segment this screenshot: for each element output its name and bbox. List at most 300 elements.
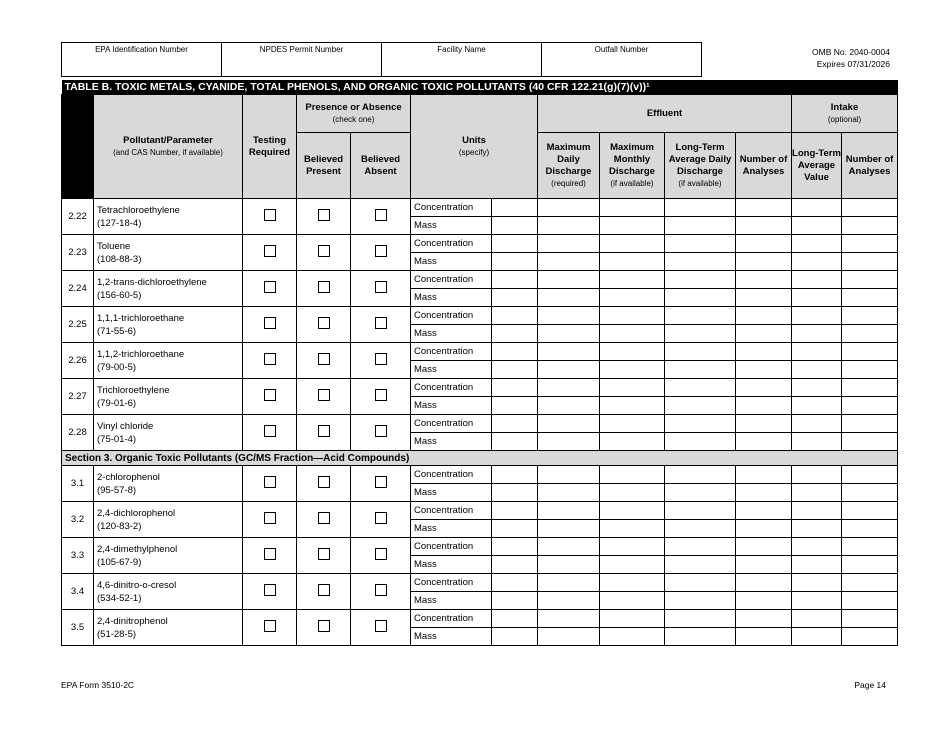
max-daily-mass-input[interactable] <box>538 556 600 574</box>
pollutant-name <box>94 415 243 451</box>
concentration-label: Concentration <box>411 538 492 556</box>
pollutant-label: 2,4-dichlorophenol <box>97 507 176 519</box>
long-term-mass-input[interactable] <box>665 592 736 610</box>
intake-long-term-mass-input[interactable] <box>792 253 842 271</box>
max-monthly-concentration-input[interactable] <box>600 199 665 217</box>
mass-label: Mass <box>411 217 492 235</box>
intake-long-term-mass-input[interactable] <box>792 484 842 502</box>
intake-num-analyses-input[interactable] <box>842 235 898 253</box>
cas-number: (79-00-5) <box>97 361 137 373</box>
mass-label: Mass <box>411 628 492 646</box>
intake-long-term-input[interactable] <box>792 271 842 289</box>
long-term-concentration-input[interactable] <box>665 379 736 397</box>
presence-header <box>297 95 411 133</box>
long-term-concentration-input[interactable] <box>665 538 736 556</box>
cas-number: (534-52-1) <box>97 592 142 604</box>
pollutant-header-label: Pollutant/Parameter <box>123 134 213 146</box>
max-monthly-concentration-input[interactable] <box>600 502 665 520</box>
intake-long-term-input[interactable] <box>792 610 842 628</box>
believed-absent-cell <box>351 466 411 502</box>
intake-long-term-mass-input[interactable] <box>792 289 842 307</box>
npdes-permit-field[interactable]: NPDES Permit Number <box>222 43 382 77</box>
num-analyses-input[interactable] <box>736 466 792 484</box>
max-daily-concentration-input[interactable] <box>538 538 600 556</box>
intake-long-term-header: Long-Term Average Value <box>792 133 842 199</box>
max-daily-mass-input[interactable] <box>538 325 600 343</box>
intake-long-term-input[interactable] <box>792 343 842 361</box>
row-number: 2.23 <box>62 235 94 271</box>
num-analyses-input[interactable] <box>736 538 792 556</box>
max-daily-mass-input[interactable] <box>538 628 600 646</box>
max-daily-concentration-input[interactable] <box>538 307 600 325</box>
mass-unit-input[interactable] <box>492 289 538 307</box>
intake-long-term-mass-input[interactable] <box>792 592 842 610</box>
max-monthly-mass-input[interactable] <box>600 397 665 415</box>
num-analyses-mass-input[interactable] <box>736 289 792 307</box>
max-daily-concentration-input[interactable] <box>538 415 600 433</box>
intake-num-analyses-input[interactable] <box>842 466 898 484</box>
believed-absent-cell <box>351 343 411 379</box>
max-daily-concentration-input[interactable] <box>538 199 600 217</box>
num-analyses-mass-input[interactable] <box>736 325 792 343</box>
table-row <box>62 538 898 556</box>
concentration-unit-input[interactable] <box>492 199 538 217</box>
mass-unit-input[interactable] <box>492 325 538 343</box>
table-row <box>62 574 898 592</box>
max-monthly-mass-input[interactable] <box>600 253 665 271</box>
believed-absent-cell <box>351 574 411 610</box>
pollutant-label: 1,2-trans-dichloroethylene <box>97 276 207 288</box>
omb-number: OMB No. 2040-0004 <box>812 47 890 57</box>
believed-absent-header: Believed Absent <box>351 133 411 199</box>
row-number: 3.1 <box>62 466 94 502</box>
num-analyses-mass-input[interactable] <box>736 253 792 271</box>
concentration-unit-input[interactable] <box>492 466 538 484</box>
num-analyses-mass-input[interactable] <box>736 361 792 379</box>
max-monthly-concentration-input[interactable] <box>600 610 665 628</box>
max-daily-mass-input[interactable] <box>538 484 600 502</box>
epa-id-field[interactable]: EPA Identification Number <box>62 43 222 77</box>
intake-long-term-mass-input[interactable] <box>792 361 842 379</box>
intake-num-analyses-header: Number of Analyses <box>842 133 898 199</box>
num-analyses-header: Number of Analyses <box>736 133 792 199</box>
max-monthly-concentration-input[interactable] <box>600 379 665 397</box>
mass-unit-input[interactable] <box>492 361 538 379</box>
concentration-unit-input[interactable] <box>492 379 538 397</box>
intake-num-analyses-input[interactable] <box>842 538 898 556</box>
concentration-unit-input[interactable] <box>492 415 538 433</box>
mass-label: Mass <box>411 361 492 379</box>
believed-present-cell <box>297 271 351 307</box>
num-analyses-input[interactable] <box>736 415 792 433</box>
intake-num-analyses-input[interactable] <box>842 415 898 433</box>
long-term-mass-input[interactable] <box>665 397 736 415</box>
long-term-concentration-input[interactable] <box>665 307 736 325</box>
concentration-label: Concentration <box>411 379 492 397</box>
testing-required-checkbox[interactable] <box>264 209 276 221</box>
max-monthly-mass-input[interactable] <box>600 484 665 502</box>
mass-label: Mass <box>411 253 492 271</box>
mass-unit-input[interactable] <box>492 556 538 574</box>
num-analyses-input[interactable] <box>736 610 792 628</box>
testing-required-cell <box>243 271 297 307</box>
believed-present-checkbox[interactable] <box>318 548 330 560</box>
believed-absent-checkbox[interactable] <box>375 245 387 257</box>
intake-num-analyses-input[interactable] <box>842 307 898 325</box>
concentration-label: Concentration <box>411 199 492 217</box>
table-row <box>62 379 898 397</box>
max-daily-concentration-input[interactable] <box>538 235 600 253</box>
testing-required-cell <box>243 199 297 235</box>
num-analyses-mass-input[interactable] <box>736 217 792 235</box>
believed-present-checkbox[interactable] <box>318 281 330 293</box>
believed-absent-checkbox[interactable] <box>375 317 387 329</box>
concentration-label: Concentration <box>411 271 492 289</box>
intake-long-term-mass-input[interactable] <box>792 556 842 574</box>
max-daily-mass-input[interactable] <box>538 397 600 415</box>
believed-present-checkbox[interactable] <box>318 425 330 437</box>
num-analyses-input[interactable] <box>736 502 792 520</box>
long-term-concentration-input[interactable] <box>665 343 736 361</box>
max-daily-mass-input[interactable] <box>538 592 600 610</box>
testing-required-cell <box>243 610 297 646</box>
num-analyses-mass-input[interactable] <box>736 484 792 502</box>
concentration-unit-input[interactable] <box>492 343 538 361</box>
max-monthly-mass-input[interactable] <box>600 433 665 451</box>
mass-unit-input[interactable] <box>492 253 538 271</box>
cas-number: (79-01-6) <box>97 397 137 409</box>
pollutant-name <box>94 610 243 646</box>
max-monthly-mass-input[interactable] <box>600 325 665 343</box>
max-daily-concentration-input[interactable] <box>538 379 600 397</box>
testing-required-cell <box>243 379 297 415</box>
num-analyses-input[interactable] <box>736 199 792 217</box>
long-term-mass-input[interactable] <box>665 289 736 307</box>
believed-present-checkbox[interactable] <box>318 245 330 257</box>
believed-present-checkbox[interactable] <box>318 476 330 488</box>
believed-present-checkbox[interactable] <box>318 209 330 221</box>
long-term-concentration-input[interactable] <box>665 235 736 253</box>
testing-required-checkbox[interactable] <box>264 353 276 365</box>
mass-unit-input[interactable] <box>492 520 538 538</box>
intake-long-term-mass-input[interactable] <box>792 397 842 415</box>
max-daily-mass-input[interactable] <box>538 520 600 538</box>
intake-num-analyses-mass-input[interactable] <box>842 325 898 343</box>
intake-num-analyses-mass-input[interactable] <box>842 361 898 379</box>
believed-absent-checkbox[interactable] <box>375 512 387 524</box>
intake-long-term-mass-input[interactable] <box>792 520 842 538</box>
intake-num-analyses-input[interactable] <box>842 343 898 361</box>
mass-unit-input[interactable] <box>492 628 538 646</box>
intake-num-analyses-input[interactable] <box>842 271 898 289</box>
intake-num-analyses-mass-input[interactable] <box>842 397 898 415</box>
believed-absent-checkbox[interactable] <box>375 389 387 401</box>
units-header-sub: (specify) <box>458 147 490 157</box>
row-number: 2.25 <box>62 307 94 343</box>
pollutant-name <box>94 343 243 379</box>
pollutant-header <box>94 95 243 199</box>
max-daily-mass-input[interactable] <box>538 217 600 235</box>
cas-number: (156-60-5) <box>97 289 142 301</box>
table-row <box>62 415 898 433</box>
num-analyses-mass-input[interactable] <box>736 433 792 451</box>
long-term-mass-input[interactable] <box>665 433 736 451</box>
intake-num-analyses-mass-input[interactable] <box>842 484 898 502</box>
believed-present-checkbox[interactable] <box>318 620 330 632</box>
concentration-unit-input[interactable] <box>492 538 538 556</box>
table-row <box>62 502 898 520</box>
long-term-concentration-input[interactable] <box>665 502 736 520</box>
pollutant-name <box>94 235 243 271</box>
believed-absent-checkbox[interactable] <box>375 476 387 488</box>
cas-number: (75-01-4) <box>97 433 137 445</box>
concentration-unit-input[interactable] <box>492 235 538 253</box>
believed-absent-checkbox[interactable] <box>375 353 387 365</box>
testing-required-checkbox[interactable] <box>264 317 276 329</box>
max-monthly-concentration-input[interactable] <box>600 307 665 325</box>
row-number: 2.24 <box>62 271 94 307</box>
long-term-sub: (if available) <box>678 178 722 188</box>
concentration-label: Concentration <box>411 343 492 361</box>
mass-label: Mass <box>411 397 492 415</box>
long-term-concentration-input[interactable] <box>665 271 736 289</box>
num-analyses-mass-input[interactable] <box>736 628 792 646</box>
pollutant-label: 1,1,1-trichloroethane <box>97 312 185 324</box>
believed-absent-checkbox[interactable] <box>375 425 387 437</box>
mass-unit-input[interactable] <box>492 484 538 502</box>
max-daily-concentration-input[interactable] <box>538 466 600 484</box>
concentration-label: Concentration <box>411 574 492 592</box>
cas-number: (108-88-3) <box>97 253 142 265</box>
testing-required-checkbox[interactable] <box>264 281 276 293</box>
num-analyses-input[interactable] <box>736 307 792 325</box>
intake-num-analyses-mass-input[interactable] <box>842 520 898 538</box>
num-analyses-input[interactable] <box>736 235 792 253</box>
mass-unit-input[interactable] <box>492 592 538 610</box>
pollutant-label: 1,1,2-trichloroethane <box>97 348 185 360</box>
pollutant-label: Tetrachloroethylene <box>97 204 180 216</box>
intake-num-analyses-input[interactable] <box>842 199 898 217</box>
table-row <box>62 307 898 325</box>
believed-present-cell <box>297 307 351 343</box>
max-daily-concentration-input[interactable] <box>538 502 600 520</box>
facility-name-field[interactable]: Facility Name <box>382 43 542 77</box>
max-monthly-mass-input[interactable] <box>600 217 665 235</box>
believed-absent-checkbox[interactable] <box>375 620 387 632</box>
max-monthly-mass-input[interactable] <box>600 520 665 538</box>
cas-number: (127-18-4) <box>97 217 142 229</box>
max-monthly-concentration-input[interactable] <box>600 415 665 433</box>
testing-required-checkbox[interactable] <box>264 425 276 437</box>
intake-long-term-input[interactable] <box>792 502 842 520</box>
num-analyses-mass-input[interactable] <box>736 592 792 610</box>
num-analyses-input[interactable] <box>736 271 792 289</box>
mass-unit-input[interactable] <box>492 433 538 451</box>
intake-long-term-input[interactable] <box>792 235 842 253</box>
long-term-mass-input[interactable] <box>665 484 736 502</box>
long-term-concentration-input[interactable] <box>665 415 736 433</box>
intake-num-analyses-mass-input[interactable] <box>842 289 898 307</box>
max-daily-mass-input[interactable] <box>538 361 600 379</box>
max-monthly-sub: (if available) <box>610 178 654 188</box>
intake-long-term-input[interactable] <box>792 538 842 556</box>
section-title: Section 3. Organic Toxic Pollutants (GC/MS Fraction—Acid Compounds) <box>62 451 898 466</box>
testing-required-checkbox[interactable] <box>264 389 276 401</box>
testing-required-checkbox[interactable] <box>264 245 276 257</box>
intake-long-term-mass-input[interactable] <box>792 628 842 646</box>
concentration-label: Concentration <box>411 307 492 325</box>
cas-number: (120-83-2) <box>97 520 142 532</box>
long-term-mass-input[interactable] <box>665 520 736 538</box>
believed-present-cell <box>297 574 351 610</box>
believed-present-cell <box>297 466 351 502</box>
believed-absent-checkbox[interactable] <box>375 209 387 221</box>
max-daily-label: Maximum Daily Discharge <box>545 141 592 177</box>
num-analyses-mass-input[interactable] <box>736 397 792 415</box>
intake-num-analyses-mass-input[interactable] <box>842 217 898 235</box>
long-term-mass-input[interactable] <box>665 325 736 343</box>
max-daily-mass-input[interactable] <box>538 433 600 451</box>
num-analyses-mass-input[interactable] <box>736 520 792 538</box>
max-monthly-mass-input[interactable] <box>600 289 665 307</box>
intake-long-term-input[interactable] <box>792 415 842 433</box>
pollutant-label: 4,6-dinitro-o-cresol <box>97 579 177 591</box>
testing-required-checkbox[interactable] <box>264 476 276 488</box>
long-term-mass-input[interactable] <box>665 361 736 379</box>
num-analyses-mass-input[interactable] <box>736 556 792 574</box>
testing-required-checkbox[interactable] <box>264 512 276 524</box>
max-daily-concentration-input[interactable] <box>538 343 600 361</box>
believed-present-checkbox[interactable] <box>318 353 330 365</box>
intake-header-label: Intake <box>830 101 859 113</box>
believed-present-checkbox[interactable] <box>318 317 330 329</box>
max-daily-mass-input[interactable] <box>538 289 600 307</box>
pollutant-table <box>61 80 898 646</box>
testing-required-checkbox[interactable] <box>264 584 276 596</box>
intake-long-term-input[interactable] <box>792 466 842 484</box>
believed-present-cell <box>297 343 351 379</box>
intake-num-analyses-mass-input[interactable] <box>842 433 898 451</box>
long-term-mass-input[interactable] <box>665 253 736 271</box>
max-monthly-concentration-input[interactable] <box>600 466 665 484</box>
pollutant-label: 2,4-dinitrophenol <box>97 615 168 627</box>
intake-long-term-mass-input[interactable] <box>792 325 842 343</box>
long-term-concentration-input[interactable] <box>665 466 736 484</box>
intake-num-analyses-input[interactable] <box>842 379 898 397</box>
outfall-number-field[interactable]: Outfall Number <box>542 43 702 77</box>
pollutant-label: Vinyl chloride <box>97 420 154 432</box>
believed-absent-cell <box>351 271 411 307</box>
believed-present-cell <box>297 538 351 574</box>
concentration-unit-input[interactable] <box>492 574 538 592</box>
max-monthly-concentration-input[interactable] <box>600 271 665 289</box>
intake-long-term-mass-input[interactable] <box>792 217 842 235</box>
max-daily-concentration-input[interactable] <box>538 574 600 592</box>
max-monthly-mass-input[interactable] <box>600 556 665 574</box>
num-analyses-input[interactable] <box>736 379 792 397</box>
testing-required-cell <box>243 466 297 502</box>
pollutant-label: Trichloroethylene <box>97 384 170 396</box>
concentration-unit-input[interactable] <box>492 307 538 325</box>
testing-required-checkbox[interactable] <box>264 548 276 560</box>
max-daily-header <box>538 133 600 199</box>
num-analyses-input[interactable] <box>736 574 792 592</box>
intake-long-term-mass-input[interactable] <box>792 433 842 451</box>
max-monthly-mass-input[interactable] <box>600 592 665 610</box>
mass-unit-input[interactable] <box>492 397 538 415</box>
max-monthly-concentration-input[interactable] <box>600 343 665 361</box>
intake-num-analyses-mass-input[interactable] <box>842 253 898 271</box>
believed-absent-checkbox[interactable] <box>375 548 387 560</box>
concentration-unit-input[interactable] <box>492 610 538 628</box>
intake-num-analyses-input[interactable] <box>842 574 898 592</box>
max-daily-concentration-input[interactable] <box>538 271 600 289</box>
intake-long-term-input[interactable] <box>792 379 842 397</box>
intake-header-sub: (optional) <box>827 114 862 124</box>
concentration-unit-input[interactable] <box>492 502 538 520</box>
believed-present-cell <box>297 379 351 415</box>
max-monthly-concentration-input[interactable] <box>600 538 665 556</box>
max-daily-mass-input[interactable] <box>538 253 600 271</box>
intake-num-analyses-input[interactable] <box>842 502 898 520</box>
mass-label: Mass <box>411 592 492 610</box>
believed-absent-checkbox[interactable] <box>375 584 387 596</box>
num-analyses-input[interactable] <box>736 343 792 361</box>
max-monthly-concentration-input[interactable] <box>600 574 665 592</box>
table-row <box>62 343 898 361</box>
believed-absent-checkbox[interactable] <box>375 281 387 293</box>
max-monthly-mass-input[interactable] <box>600 628 665 646</box>
mass-label: Mass <box>411 520 492 538</box>
row-number: 3.5 <box>62 610 94 646</box>
long-term-label: Long-Term Average Daily Discharge <box>668 141 732 177</box>
concentration-unit-input[interactable] <box>492 271 538 289</box>
mass-unit-input[interactable] <box>492 217 538 235</box>
intake-num-analyses-mass-input[interactable] <box>842 556 898 574</box>
long-term-mass-input[interactable] <box>665 628 736 646</box>
intake-long-term-input[interactable] <box>792 307 842 325</box>
believed-present-checkbox[interactable] <box>318 512 330 524</box>
intake-num-analyses-mass-input[interactable] <box>842 628 898 646</box>
table-row <box>62 466 898 484</box>
pollutant-header-sub: (and CAS Number, if available) <box>113 147 223 157</box>
long-term-concentration-input[interactable] <box>665 610 736 628</box>
pollutant-name <box>94 271 243 307</box>
intake-num-analyses-mass-input[interactable] <box>842 592 898 610</box>
concentration-label: Concentration <box>411 235 492 253</box>
believed-present-cell <box>297 610 351 646</box>
testing-required-cell <box>243 574 297 610</box>
believed-present-checkbox[interactable] <box>318 389 330 401</box>
max-monthly-mass-input[interactable] <box>600 361 665 379</box>
table-row <box>62 271 898 289</box>
max-monthly-concentration-input[interactable] <box>600 235 665 253</box>
intake-num-analyses-input[interactable] <box>842 610 898 628</box>
long-term-mass-input[interactable] <box>665 556 736 574</box>
long-term-concentration-input[interactable] <box>665 199 736 217</box>
long-term-mass-input[interactable] <box>665 217 736 235</box>
long-term-concentration-input[interactable] <box>665 574 736 592</box>
intake-long-term-input[interactable] <box>792 199 842 217</box>
testing-required-checkbox[interactable] <box>264 620 276 632</box>
num-header <box>62 95 94 199</box>
believed-absent-cell <box>351 307 411 343</box>
presence-header-sub: (check one) <box>332 114 375 124</box>
max-daily-concentration-input[interactable] <box>538 610 600 628</box>
believed-present-checkbox[interactable] <box>318 584 330 596</box>
testing-required-cell <box>243 538 297 574</box>
intake-long-term-input[interactable] <box>792 574 842 592</box>
